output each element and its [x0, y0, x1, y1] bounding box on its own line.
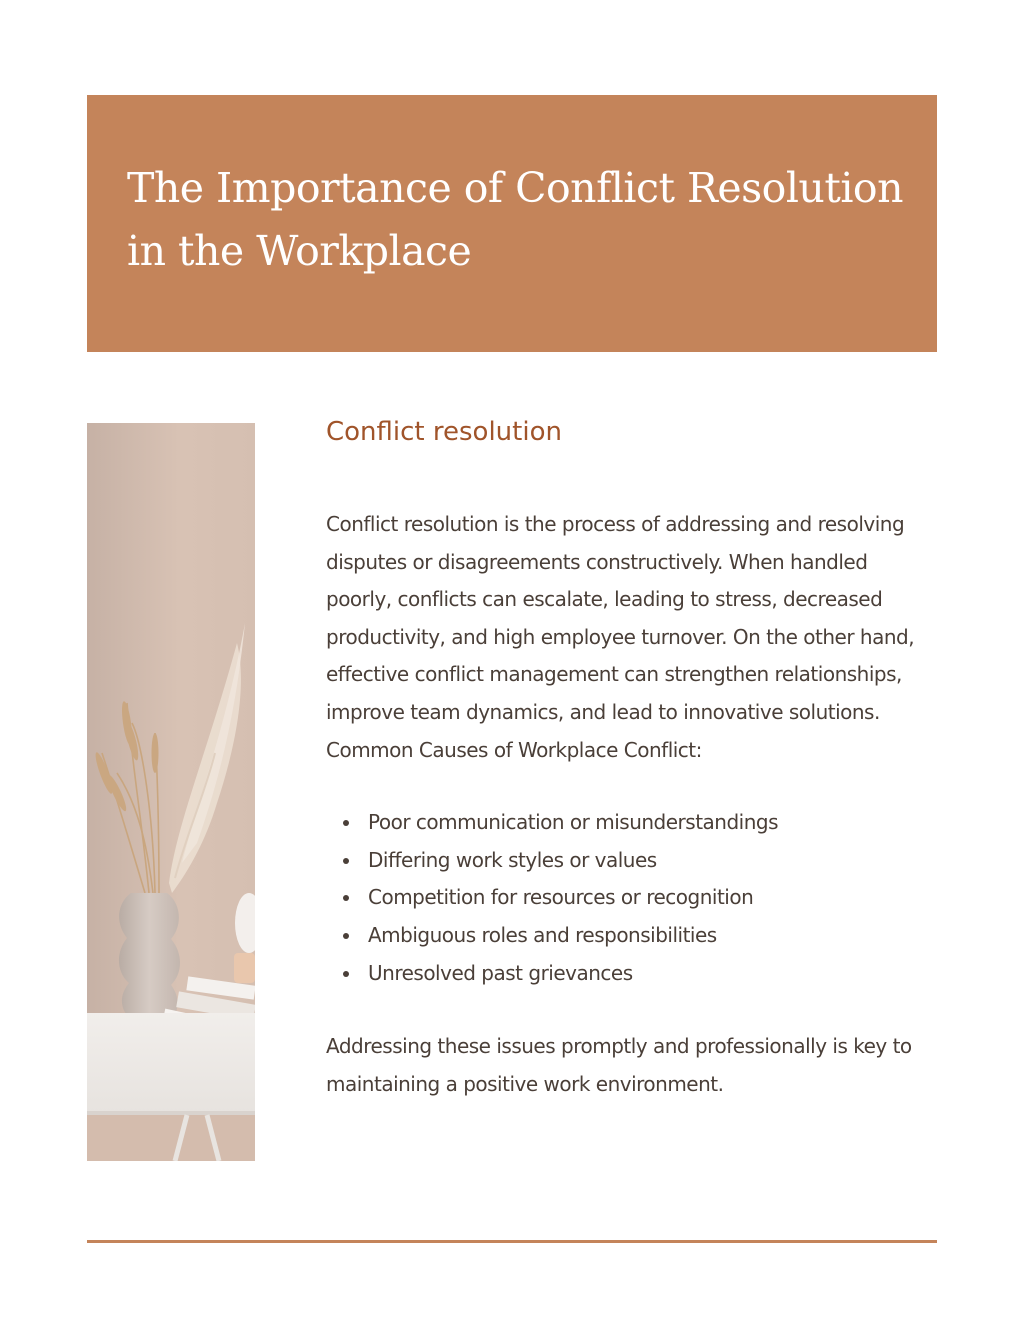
section-heading: Conflict resolution: [326, 417, 562, 447]
list-item-text: Poor communication or misunderstandings: [368, 810, 779, 835]
bullet-icon: [343, 971, 349, 977]
pampas-vase-illustration: [87, 423, 255, 1161]
bullet-icon: [343, 820, 349, 826]
bullet-icon: [343, 895, 349, 901]
list-item-text: Unresolved past grievances: [368, 960, 633, 985]
footer-divider: [87, 1240, 937, 1243]
list-item-text: Competition for resources or recognition: [368, 885, 754, 910]
list-item-text: Ambiguous roles and responsibilities: [368, 922, 717, 947]
page-title: [127, 157, 917, 283]
decor-photo: [87, 423, 255, 1161]
title-line-2: in the Workplace: [127, 227, 472, 275]
title-line-1: The Importance of Conflict Resolution: [127, 164, 904, 212]
list-item: [326, 842, 926, 880]
bullet-icon: [343, 858, 349, 864]
intro-paragraph: Conflict resolution is the process of addressing and resolving disputes or disagreements constructively. When handled poorly, conflicts can escalate, leading to stress, decreased productivity, and high employee turnover. On the other hand, effective conflict management can strengthen relationships, improve team dynamics, and lead to innovative solutions. Common Causes of Workplace Conflict:: [326, 512, 915, 762]
bullet-icon: [343, 933, 349, 939]
list-item: [326, 804, 926, 842]
list-item: [326, 955, 926, 993]
article-body: [326, 412, 926, 1103]
list-item: [326, 879, 926, 917]
list-item: [326, 917, 926, 955]
list-item-text: Differing work styles or values: [368, 847, 657, 872]
causes-list: [326, 804, 926, 992]
title-banner: [87, 95, 937, 352]
closing-paragraph: Addressing these issues promptly and professionally is key to maintaining a positive work environment.: [326, 1034, 912, 1096]
